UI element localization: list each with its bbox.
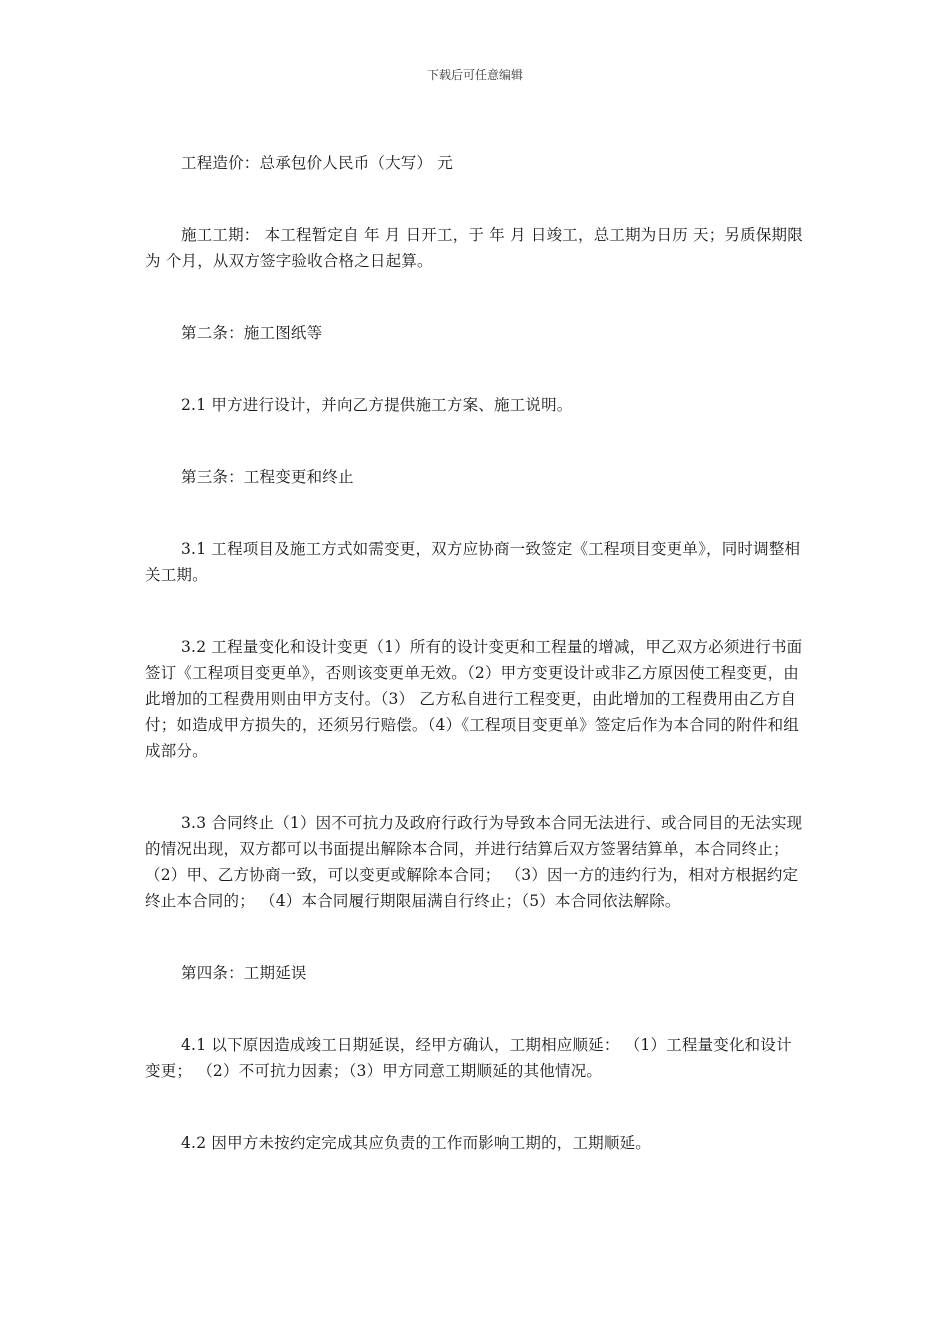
paragraph-3-3: 3.3 合同终止（1）因不可抗力及政府行政行为导致本合同无法进行、或合同目的无法实现的情况出现，双方都可以书面提出解除本合同，并进行结算后双方签署结算单，本合同终止；（2）甲、乙方协商一致，可以变更或解除本合同； （3）因一方的违约行为，相对方根据约定终止本合同的； （4）本合同履行期限届满自行终止；（5）本合同依法解除。: [145, 814, 803, 910]
heading-article-3: 第三条：工程变更和终止: [181, 468, 354, 486]
paragraph-3-2: 3.2 工程量变化和设计变更（1）所有的设计变更和工程量的增减，甲乙双方必须进行书面签订《工程项目变更单》，否则该变更单无效。（2）甲方变更设计或非乙方原因使工程变更，由此增加的工程费用则由甲方支付。（3） 乙方私自进行工程变更，由此增加的工程费用由乙方自付；如造成甲方损失的，还须另行赔偿。（4）《工程项目变更单》签定后作为本合同的附件和组成部分。: [145, 638, 803, 760]
document-body: [145, 150, 805, 1156]
paragraph-3-1: 3.1 工程项目及施工方式如需变更，双方应协商一致签定《工程项目变更单》，同时调整相关工期。: [145, 540, 801, 584]
paragraph-duration: 施工工期： 本工程暂定自 年 月 日开工，于 年 月 日竣工，总工期为日历 天；另质保期限为 个月，从双方签字验收合格之日起算。: [145, 226, 803, 270]
heading-article-2: 第二条：施工图纸等: [181, 324, 323, 342]
page-header: 下载后可任意编辑: [426, 68, 523, 82]
paragraph-2-1: 2.1 甲方进行设计，并向乙方提供施工方案、施工说明。: [181, 396, 573, 414]
paragraph-4-1: 4.1 以下原因造成竣工日期延误，经甲方确认，工期相应顺延： （1）工程量变化和设计变更； （2）不可抗力因素；（3）甲方同意工期顺延的其他情况。: [145, 1036, 792, 1080]
paragraph-4-2: 4.2 因甲方未按约定完成其应负责的工作而影响工期的，工期顺延。: [181, 1134, 651, 1152]
heading-article-4: 第四条：工期延误: [181, 964, 307, 982]
paragraph-cost: 工程造价：总承包价人民币（大写） 元: [181, 154, 454, 172]
